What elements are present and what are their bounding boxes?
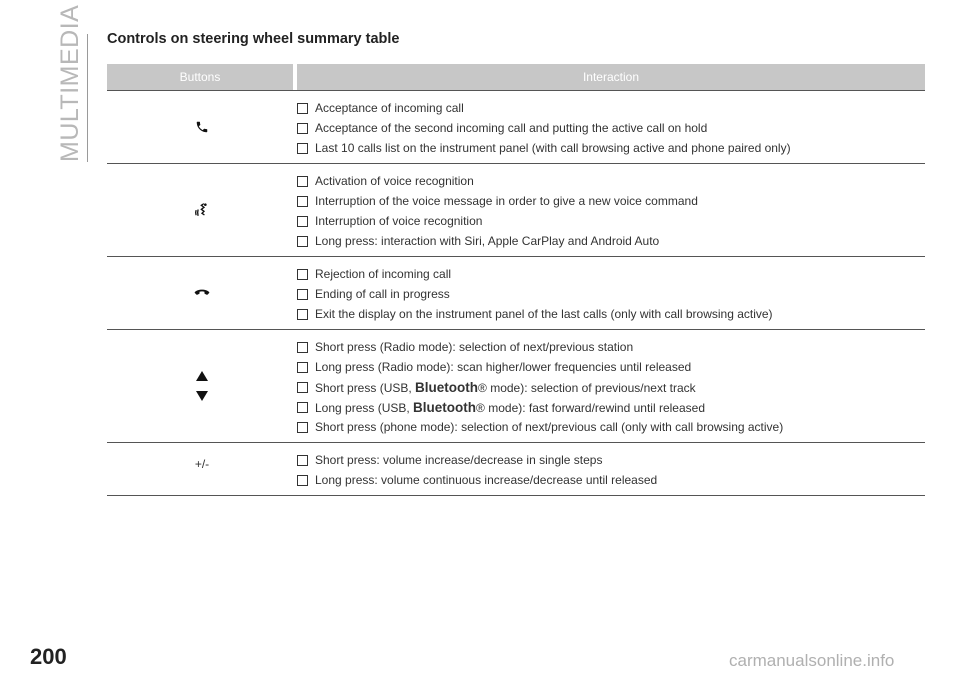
checkbox-bullet-icon (297, 309, 308, 320)
checkbox-bullet-icon (297, 269, 308, 280)
interaction-list (297, 330, 925, 442)
page-title: Controls on steering wheel summary table (107, 31, 400, 47)
checkbox-bullet-icon (297, 455, 308, 466)
checkbox-bullet-icon (297, 176, 308, 187)
table-row (107, 90, 925, 164)
volume-buttons-label: +/- (194, 457, 210, 471)
list-item: Long press: interaction with Siri, Apple CarPlay and Android Auto (297, 231, 925, 251)
checkbox-bullet-icon (297, 143, 308, 154)
checkbox-bullet-icon (297, 422, 308, 433)
list-item: Short press: volume increase/decrease in single steps (297, 450, 925, 470)
header-interaction: Interaction (297, 64, 925, 90)
list-item: Acceptance of the second incoming call and putting the active call on hold (297, 118, 925, 138)
table-row (107, 330, 925, 443)
phone-hangup-icon (194, 288, 210, 298)
header-buttons: Buttons (107, 64, 293, 90)
list-item: Rejection of incoming call (297, 264, 925, 284)
phone-answer-icon (195, 120, 209, 134)
interaction-list (297, 257, 925, 329)
section-label: MULTIMEDIA (56, 4, 84, 162)
list-item: Activation of voice recognition (297, 171, 925, 191)
table-row (107, 443, 925, 496)
checkbox-bullet-icon (297, 342, 308, 353)
up-down-arrows-icon (195, 369, 209, 403)
list-item: Long press (Radio mode): scan higher/lower frequencies until released (297, 357, 925, 377)
table-header (107, 64, 925, 90)
list-item: Short press (USB, Bluetooth® mode): selection of previous/next track (297, 377, 925, 397)
list-item: Ending of call in progress (297, 284, 925, 304)
checkbox-bullet-icon (297, 475, 308, 486)
section-divider (87, 34, 88, 162)
table-row (107, 257, 925, 330)
summary-table (107, 64, 925, 496)
list-item: Last 10 calls list on the instrument panel (with call browsing active and phone paired only) (297, 138, 925, 158)
list-item: Interruption of voice recognition (297, 211, 925, 231)
list-item: Exit the display on the instrument panel of the last calls (only with call browsing active) (297, 304, 925, 324)
interaction-list (297, 164, 925, 256)
interaction-list (297, 91, 925, 163)
checkbox-bullet-icon (297, 289, 308, 300)
list-item: Long press: volume continuous increase/decrease until released (297, 470, 925, 490)
bluetooth-brand: Bluetooth (415, 379, 479, 395)
watermark: carmanualsonline.info (729, 651, 895, 670)
bluetooth-brand: Bluetooth (413, 399, 477, 415)
checkbox-bullet-icon (297, 362, 308, 373)
voice-recognition-icon (194, 202, 210, 218)
table-row (107, 164, 925, 257)
list-item: Long press (USB, Bluetooth® mode): fast forward/rewind until released (297, 397, 925, 417)
list-item: Interruption of the voice message in order to give a new voice command (297, 191, 925, 211)
checkbox-bullet-icon (297, 382, 308, 393)
list-item: Short press (phone mode): selection of next/previous call (only with call browsing active) (297, 417, 925, 437)
checkbox-bullet-icon (297, 216, 308, 227)
checkbox-bullet-icon (297, 402, 308, 413)
list-item: Acceptance of incoming call (297, 98, 925, 118)
checkbox-bullet-icon (297, 103, 308, 114)
list-item: Short press (Radio mode): selection of next/previous station (297, 337, 925, 357)
page-number: 200 (30, 644, 67, 669)
checkbox-bullet-icon (297, 236, 308, 247)
checkbox-bullet-icon (297, 123, 308, 134)
checkbox-bullet-icon (297, 196, 308, 207)
interaction-list (297, 443, 925, 495)
